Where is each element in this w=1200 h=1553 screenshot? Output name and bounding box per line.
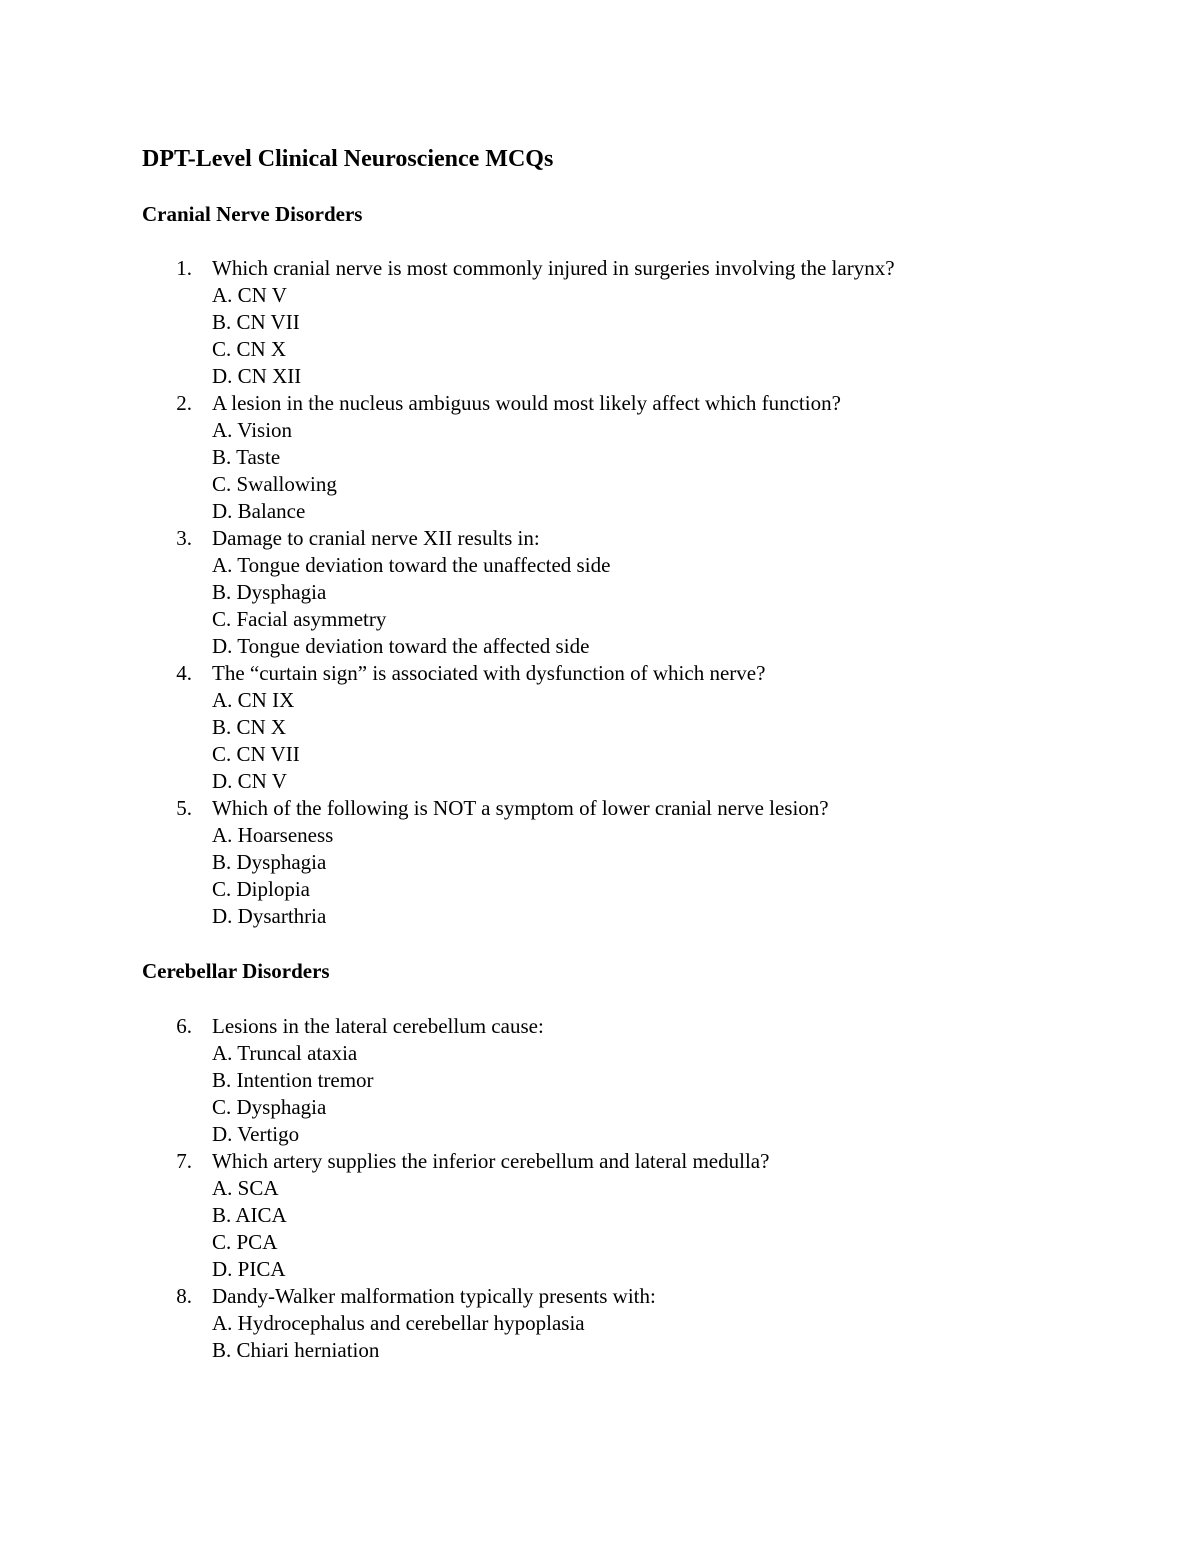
question-text: The “curtain sign” is associated with dysfunction of which nerve? [212, 661, 766, 685]
answer-option: B. CN VII [212, 310, 300, 334]
answer-option: C. Diplopia [212, 877, 310, 901]
answer-option: C. Swallowing [212, 472, 337, 496]
answer-option: D. Vertigo [212, 1122, 300, 1146]
question-number: 6. [176, 1014, 192, 1038]
page-title: DPT-Level Clinical Neuroscience MCQs [142, 146, 554, 172]
question-number: 8. [176, 1284, 192, 1308]
answer-option: D. PICA [212, 1257, 286, 1281]
answer-option: B. Dysphagia [212, 850, 327, 874]
question-text: Damage to cranial nerve XII results in: [212, 526, 540, 550]
question-number: 7. [176, 1149, 192, 1173]
question-text: A lesion in the nucleus ambiguus would most likely affect which function? [212, 391, 841, 415]
question-number: 5. [176, 796, 192, 820]
answer-option: C. CN VII [212, 742, 300, 766]
answer-option: A. Hoarseness [212, 823, 334, 847]
answer-option: A. Tongue deviation toward the unaffected side [212, 553, 611, 577]
answer-option: D. Tongue deviation toward the affected side [212, 634, 590, 658]
answer-option: C. Dysphagia [212, 1095, 327, 1119]
answer-option: C. PCA [212, 1230, 278, 1254]
question-text: Lesions in the lateral cerebellum cause: [212, 1014, 544, 1038]
answer-option: C. Facial asymmetry [212, 607, 387, 631]
answer-option: B. Intention tremor [212, 1068, 374, 1092]
section-heading: Cerebellar Disorders [142, 959, 330, 983]
answer-option: A. CN V [212, 283, 287, 307]
answer-option: A. Truncal ataxia [212, 1041, 358, 1065]
answer-option: B. Chiari herniation [212, 1338, 380, 1362]
answer-option: D. Dysarthria [212, 904, 327, 928]
answer-option: B. CN X [212, 715, 287, 739]
answer-option: B. Taste [212, 445, 281, 469]
section-heading: Cranial Nerve Disorders [142, 202, 363, 226]
answer-option: A. Vision [212, 418, 293, 442]
question-text: Which of the following is NOT a symptom of lower cranial nerve lesion? [212, 796, 829, 820]
answer-option: A. CN IX [212, 688, 295, 712]
answer-option: A. Hydrocephalus and cerebellar hypoplasia [212, 1311, 585, 1335]
answer-option: A. SCA [212, 1176, 279, 1200]
answer-option: B. Dysphagia [212, 580, 327, 604]
question-number: 2. [176, 391, 192, 415]
answer-option: C. CN X [212, 337, 287, 361]
question-number: 4. [176, 661, 192, 685]
question-text: Dandy-Walker malformation typically presents with: [212, 1284, 656, 1308]
question-number: 3. [176, 526, 192, 550]
question-number: 1. [176, 256, 192, 280]
answer-option: D. Balance [212, 499, 306, 523]
answer-option: D. CN XII [212, 364, 302, 388]
question-text: Which cranial nerve is most commonly injured in surgeries involving the larynx? [212, 256, 895, 280]
answer-option: B. AICA [212, 1203, 287, 1227]
question-text: Which artery supplies the inferior cerebellum and lateral medulla? [212, 1149, 770, 1173]
answer-option: D. CN V [212, 769, 287, 793]
